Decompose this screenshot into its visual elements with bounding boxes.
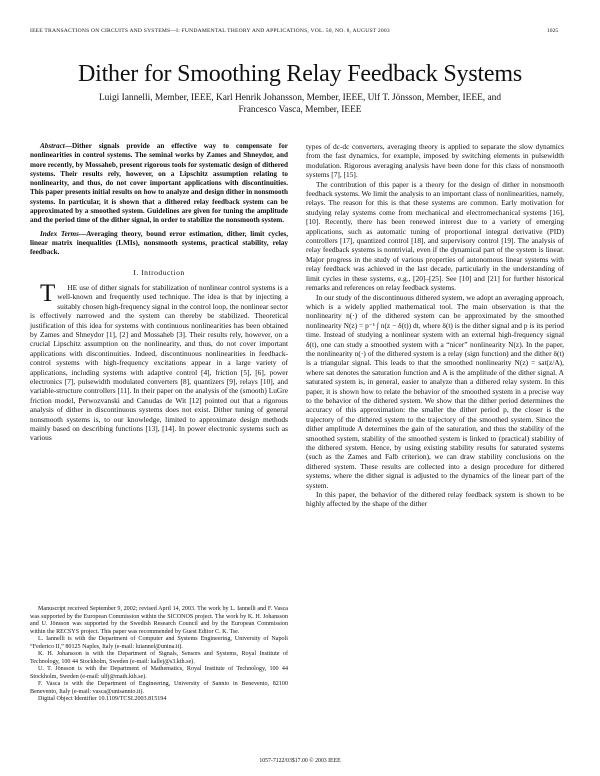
authors-line-2: Francesco Vasca, Member, IEEE <box>238 105 362 115</box>
paragraph-dither-shape: In this paper, the behavior of the dithered relay feedback system is shown to be highly affected by the shape of the dither <box>306 490 564 509</box>
author-block <box>70 92 530 116</box>
copyright-footer: 1057-7122/03$17.00 © 2003 IEEE <box>259 758 341 764</box>
right-column <box>306 142 564 509</box>
abstract-label: Abstract— <box>40 142 72 150</box>
page-number: 1025 <box>547 28 559 34</box>
footnotes <box>30 606 288 704</box>
paragraph-continued: types of dc-dc converters, averaging theory is applied to separate the slow dynamics from the fast dynamics, for example, imposed by switching elements in pulsewidth modulation. Rigorous averaging analysis have been done for this class of nonsmooth systems [7], [15]. <box>306 142 564 180</box>
running-header: IEEE TRANSACTIONS ON CIRCUITS AND SYSTEMS—I: FUNDAMENTAL THEORY AND APPLICATIONS, VOL. 50, NO. 8, AUGUST 2003 <box>30 28 390 34</box>
section-heading: I. Introduction <box>133 267 185 277</box>
footnote-manuscript: Manuscript received September 9, 2002; revised April 14, 2003. The work by L. Iannelli and F. Vasca was supported by the European Commission within the SICONOS project. The work by K. H. Johansson and U. Jönsson was supported by the Swedish Research Council and by the European Commission within the RECSYS project. This paper was recommended by Guest Editor C. K. Tse. <box>30 606 288 635</box>
paper-title: Dither for Smoothing Relay Feedback Systems <box>77 61 522 87</box>
left-column <box>30 142 288 443</box>
paragraph-contribution: The contribution of this paper is a theory for the design of dither in nonsmooth feedback systems. We limit the analysis to an important class of nonlinearities, namely, relays. The reason for this is that these systems are common. Early motivation for studying relay systems come from mechanical and electromechanical systems [16], [10]. Recently, there has been renewed interest due to a variety of emerging applications, such as automatic tuning of proportional integral derivative (PID) controllers [17], quantized control [18], and supervisory control [19]. The analysis of relay feedback systems is nontrivial, even if the dynamical part of the system is linear. Major progress in the study of various properties of autonomous linear systems with relay feedback was achieved in the last decade, particularly in the understanding of limit cycles in these systems, e.g., [20]–[25]. See [10] and [21] for further historical remarks and references on relay feedback systems. <box>306 179 564 293</box>
paragraph-approach: In our study of the discontinuous dithered system, we adopt an averaging approach, which is a widely applied mathematical tool. The main observation is that the nonlinearity n(·) of the dithered system can be approximated by the smoothed nonlinearity N(z) = p⁻¹ ∫ n(z − δ(t)) dt, where δ(t) is the dither signal and p is its period time. Instead of studying a nonlinear system with an external high-frequency signal δ(t), one can study a smoothed system with a “nicer” nonlinearity N(z). In the paper, the nonlinearity n(·) of the dithered system is a relay (sign function) and the dither δ(t) is a triangular signal. This leads to that the smoothed nonlinearity N(z) = sat(z/A), where sat denotes the saturation function and A is the amplitude of the dither signal. A saturated system is, in general, easier to analyze than a dithered relay system. In this paper, it is shown how to relate the behavior of the smoothed system in a precise way to the behavior of the dithered system. We show that the dither period determines the accuracy of this approximation: the smaller the dither period p, the closer is the trajectory of the dithered system to the trajectory of the smoothed system. Since the dither amplitude A determines the gain of the saturation, and thus the stability of the smoothed system, stability of the smoothed system is linked to (practical) stability of the dithered system. Hence, by using existing stability results for saturated systems (such as the Zames and Falb criterion), we can draw stability conclusions on the dithered system. These results are collected into a design procedure for dithered systems, where the dither signal is adjusted to the dynamics of the linear part of the system. <box>306 292 564 490</box>
footnote-johansson: K. H. Johansson is with the Department of Signals, Sensors and Systems, Royal Institute of Technology, 100 44 Stockholm, Sweden (e-mail: kallej@s3.kth.se). <box>30 651 288 665</box>
index-terms-text: Averaging theory, bound error estimation, dither, limit cycles, linear matrix inequalities (LMIs), nonsmooth systems, practical stability, relay feedback. <box>30 229 288 257</box>
index-terms-label: Index Terms— <box>40 229 87 238</box>
footnote-iannelli: L. Iannelli is with the Department of Computer and Systems Engineering, University of Napoli “Federico II,” 80125 Naples, Italy (e-mail: luiannel@unina.it). <box>30 636 288 650</box>
footnote-jonsson: U. T. Jönsson is with the Department of Mathematics, Royal Institute of Technology, 100 44 Stockholm, Sweden (e-mail: ulfj@math.kth.se). <box>30 666 288 680</box>
footnote-vasca: F. Vasca is with the Department of Engineering, University of Sannio in Benevento, 82100 Benevento, Italy (e-mail: vasca@unisannio.it). <box>30 681 288 695</box>
drop-cap: T <box>40 279 56 307</box>
abstract-text: Dither signals provide an effective way to compensate for nonlinearities in control systems. The seminal works by Zames and Shneydor, and more recently, by Mossaheb, present rigorous tools for systematic design of dithered systems. Their results rely, however, on a Lipschitz assumption relating to nonlinearity, and thus, do not cover important applications with discontinuities. This paper presents initial results on how to analyze and design dither in nonsmooth systems. In particular, it is shown that a dithered relay feedback system can be approximated by a smoothed system. Guidelines are given for tuning the amplitude and the period time of the dither signal, in order to stabilize the nonsmooth system. <box>30 142 288 225</box>
doi: Digital Object Identifier 10.1109/TCSI.2003.815194 <box>38 696 167 702</box>
intro-paragraph <box>30 279 288 443</box>
index-terms <box>30 230 288 258</box>
intro-text: HE use of dither signals for stabilization of nonlinear control systems is a well-known and frequently used technique. The idea is that by injecting a suitably chosen high-frequency signal in the control loop, the nonlinear sector is effectively narrowed and the system can thereby be stabilized. Theoretical justification of this idea for systems with continuous nonlinearities has been obtained by Zames and Shneydor [1], [2] and Mossaheb [3]. Their results rely, however, on a crucial Lipschitz assumption on the nonlinearity, and thus, do not cover important applications with discontinuities. Indeed, discontinuous nonlinearities in feedback-control systems with high-frequency excitations appear in a large variety of applications, including systems with adaptive control [4], friction [5], [6], power electronics [7], pulsewidth modulated converters [8], quantizers [9], relays [10], and variable-structure controllers [11]. In their paper on the analysis of the (smooth) LuGre friction model, Perwozvanski and Canudas de Wit [12] pointed out that a rigorous analysis of dither in discontinuous systems does not exist. Dither tuning of general nonsmooth systems is, to our knowledge, limited to approximate design methods mainly based on describing functions [13], [14]. In power electronic systems such as various <box>30 282 288 443</box>
authors-line-1: Luigi Iannelli, Member, IEEE, Karl Henrik Johansson, Member, IEEE, Ulf T. Jönsson, Member, IEEE, and <box>98 93 502 103</box>
abstract <box>30 142 288 226</box>
